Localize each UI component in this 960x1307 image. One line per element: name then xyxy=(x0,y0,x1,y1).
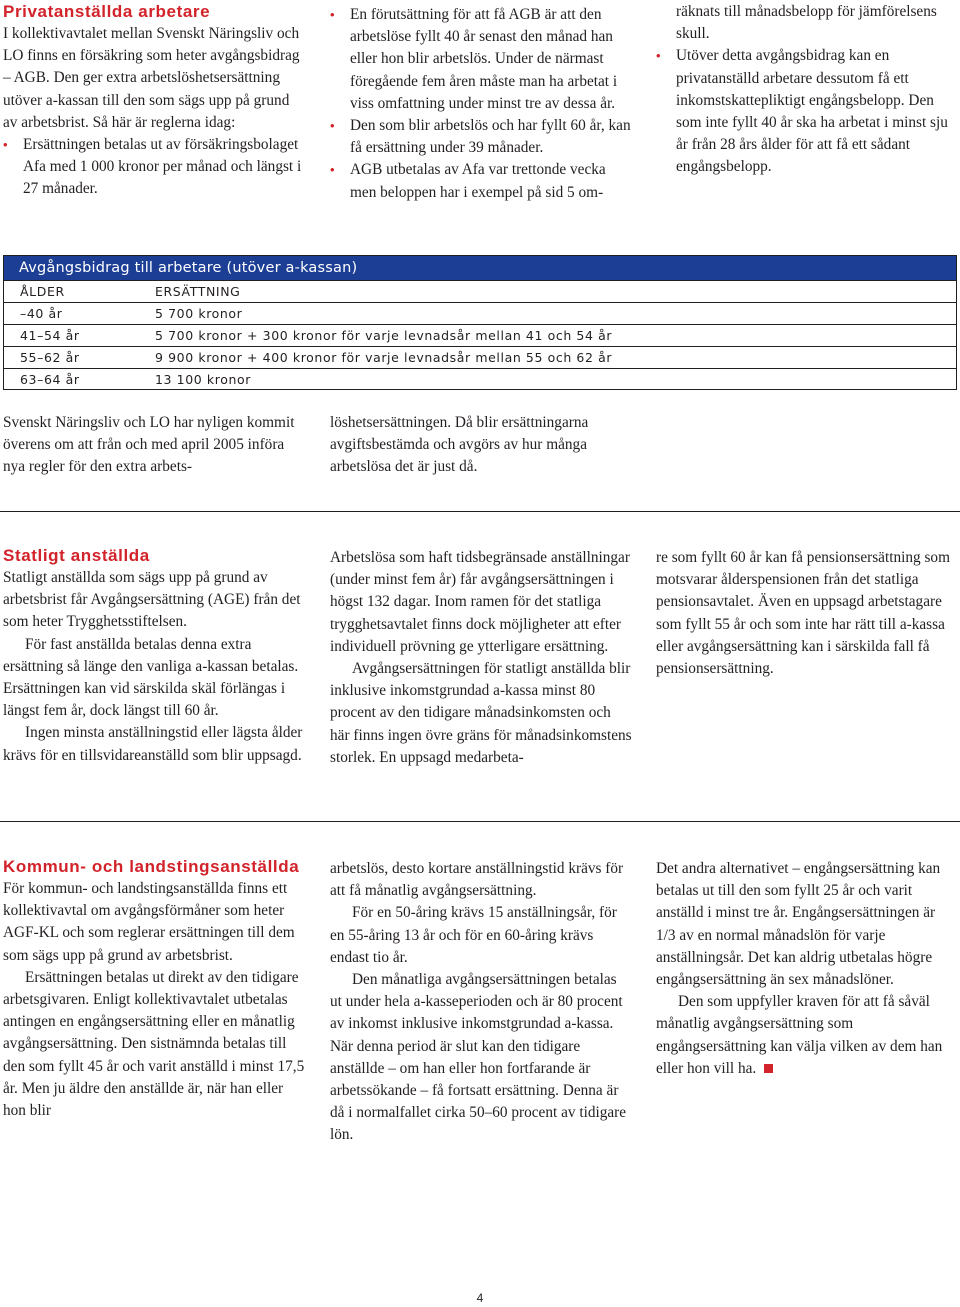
municipal-heading: Kommun- och landstingsanställda xyxy=(3,857,300,876)
private-intro: I kollektivavtalet mellan Svenskt Näringsliv och LO finns en försäkring som heter avgångsbidrag – AGB. Den ger extra arbetslöshetsersättning utöver a-kassan till den som sägs upp på grund av arbetsbrist. Så här är reglerna idag: xyxy=(3,25,300,131)
page-number: 4 xyxy=(476,1291,484,1305)
municipal-paragraph: För en 50-åring krävs 15 anställningsår, för en 55-åring 13 år och för en 60-åring krävs endast tio år. xyxy=(330,904,617,966)
municipal-col-1 xyxy=(3,856,305,1122)
table-header-compensation: ERSÄTTNING xyxy=(155,284,241,299)
municipal-paragraph: För kommun- och landstingsanställda finns ett kollektivavtal om avgångsförmåner som heter AGF-KL och som reglerar ersättningen till dem som sägs upp på grund av arbetsbrist. xyxy=(3,880,295,964)
table-header-row xyxy=(4,280,956,302)
municipal-col-3 xyxy=(656,858,958,1080)
private-col-1 xyxy=(3,1,303,201)
private-bullets-2 xyxy=(330,4,634,204)
state-paragraph: Arbetslösa som haft tidsbegränsade anställningar (under minst fem år) får avgångsersättningen i högst 132 dagar. Inom ramen för det statliga trygghetsavtalet finns dock möjligheter att efter individuell prövning ge ytterligare ersättning. xyxy=(330,549,630,655)
new-rules-text-2: löshetsersättningen. Då blir ersättningarna avgiftsbestämda och avgörs av hur många arbetslösa det är just då. xyxy=(330,414,589,476)
private-bullets-1 xyxy=(3,134,303,201)
table-cell-compensation: 9 900 kronor + 400 kronor för varje levnadsår mellan 55 och 62 år xyxy=(155,350,613,365)
agb-table xyxy=(3,255,957,390)
state-paragraph: Statligt anställda som sägs upp på grund av arbetsbrist får Avgångsersättning (AGE) från det som heter Trygghetsstiftelsen. xyxy=(3,569,301,631)
table-title: Avgångsbidrag till arbetare (utöver a-kassan) xyxy=(4,256,956,280)
new-rules-col-1 xyxy=(3,412,303,479)
list-item: • Den som blir arbetslös och har fyllt 60 år, kan få ersättning under 39 månader. xyxy=(330,117,631,157)
divider xyxy=(0,821,960,822)
list-item: • Utöver detta avgångsbidrag kan en privatanställd arbetare dessutom få ett inkomstskattepliktigt engångsbelopp. Den som inte fyllt 40 år ska ha arbetat i minst sju år från 28 års ålder för att få ett sådant engångsbelopp. xyxy=(656,47,948,176)
list-item: • AGB utbetalas av Afa var trettonde vecka men beloppen har i exempel på sid 5 om- xyxy=(330,161,606,201)
state-paragraph: Avgångsersättningen för statligt anställda blir inklusive inkomstgrundad a-kassa minst 80 procent av den tidigare månadsinkomsten och här finns ingen övre gräns för månadsinkomstens storlek. En uppsagd medarbeta- xyxy=(330,660,632,766)
municipal-paragraph: Ersättningen betalas ut direkt av den tidigare arbetsgivaren. Enligt kollektivavtalet utbetalas antingen en engångsersättning eller en månatlig avgångsersättning. Den sistnämnda betalas till den som fyllt 45 år och varit anställd i minst 17,5 år. Men ju äldre den anställde är, när han eller hon blir xyxy=(3,968,305,1120)
municipal-paragraph: arbetslös, desto kortare anställningstid krävs för att få månatlig avgångsersättning. xyxy=(330,860,624,900)
municipal-paragraph: Det andra alternativet – engångsersättning kan betalas ut till den som fyllt 25 år och varit anställd i minst tre år. Engångsersättningen är 1/3 av en normal månadslön för varje anställningsår. Det kan aldrig utbetalas högre engångsersättning än sex månadslöner. xyxy=(656,860,941,989)
state-heading: Statligt anställda xyxy=(3,546,150,565)
state-col-2 xyxy=(330,547,632,769)
bullet-icon: • xyxy=(3,137,8,153)
list-item: • En förutsättning för att få AGB är att den arbetslöse fyllt 40 år senast den månad han eller hon blir arbetslös. Under de närmast föregående fem åren måste man ha arbetat i viss omfattning under minst tre av dessa år. xyxy=(330,6,618,112)
table-cell-age: 63–64 år xyxy=(20,372,80,387)
table-header-age: ÅLDER xyxy=(20,284,65,299)
municipal-col-2 xyxy=(330,858,632,1147)
private-col-2 xyxy=(330,4,634,204)
new-rules-col-2 xyxy=(330,412,630,479)
table-row xyxy=(4,346,956,368)
new-rules-text-1: Svenskt Näringsliv och LO har nyligen kommit överens om att från och med april 2005 införa nya regler för den extra arbets- xyxy=(3,414,295,476)
private-bullets-3 xyxy=(656,45,958,178)
state-paragraph: För fast anställda betalas denna extra ersättning så länge den vanliga a-kassan betalas. Ersättningen kan vid särskilda skäl förlängas i längst fem år, dock längst till 60 år. xyxy=(3,635,299,720)
bullet-icon: • xyxy=(330,162,335,178)
state-paragraph: Ingen minsta anställningstid eller lägsta ålder krävs för en tillsvidareanställd som blir uppsagd. xyxy=(3,724,303,764)
bullet-icon: • xyxy=(656,48,661,64)
table-cell-age: 55–62 år xyxy=(20,350,80,365)
municipal-paragraph: Den månatliga avgångsersättningen betalas ut under hela a-kasseperioden och är 80 procent av inkomst inklusive inkomstgrundad a-kassa. När denna period är slut kan den tidigare anställde – om han eller hon fortfarande är arbetssökande – få fortsatt ersättning. Denna är då i normalfallet cirka 50–60 procent av tidigare lön. xyxy=(330,971,627,1144)
table-cell-compensation: 13 100 kronor xyxy=(155,372,251,387)
private-col-3 xyxy=(656,1,958,179)
private-heading: Privatanställda arbetare xyxy=(3,2,211,21)
municipal-paragraph-end: Den som uppfyller kraven för att få såväl månatlig avgångsersättning som engångsersättning kan välja vilken av dem han eller hon vill ha. xyxy=(656,993,943,1077)
table-cell-compensation: 5 700 kronor + 300 kronor för varje levnadsår mellan 41 och 54 år xyxy=(155,328,613,343)
table-row xyxy=(4,324,956,346)
private-col3-continuation: räknats till månadsbelopp för jämförelsens skull. xyxy=(676,3,937,43)
bullet-icon: • xyxy=(330,118,335,134)
table-row xyxy=(4,302,956,324)
divider xyxy=(0,511,960,512)
state-col-3 xyxy=(656,547,958,680)
table-cell-compensation: 5 700 kronor xyxy=(155,306,243,321)
table-row xyxy=(4,368,956,390)
state-col-1 xyxy=(3,545,305,767)
end-mark-icon xyxy=(764,1064,773,1073)
table-cell-age: 41–54 år xyxy=(20,328,80,343)
table-cell-age: –40 år xyxy=(20,306,63,321)
list-item: • Ersättningen betalas ut av försäkringsbolaget Afa med 1 000 kronor per månad och längst i 27 månader. xyxy=(3,136,302,198)
bullet-icon: • xyxy=(330,7,335,22)
state-paragraph: re som fyllt 60 år kan få pensionsersättning som motsvarar ålderspensionen från det statliga pensionsavtalet. Även en uppsagd arbetstagare som fyllt 55 år och som inte har rätt till a-kassa eller avgångsersättning kan i särskilda fall få pensionsersättning. xyxy=(656,549,950,678)
